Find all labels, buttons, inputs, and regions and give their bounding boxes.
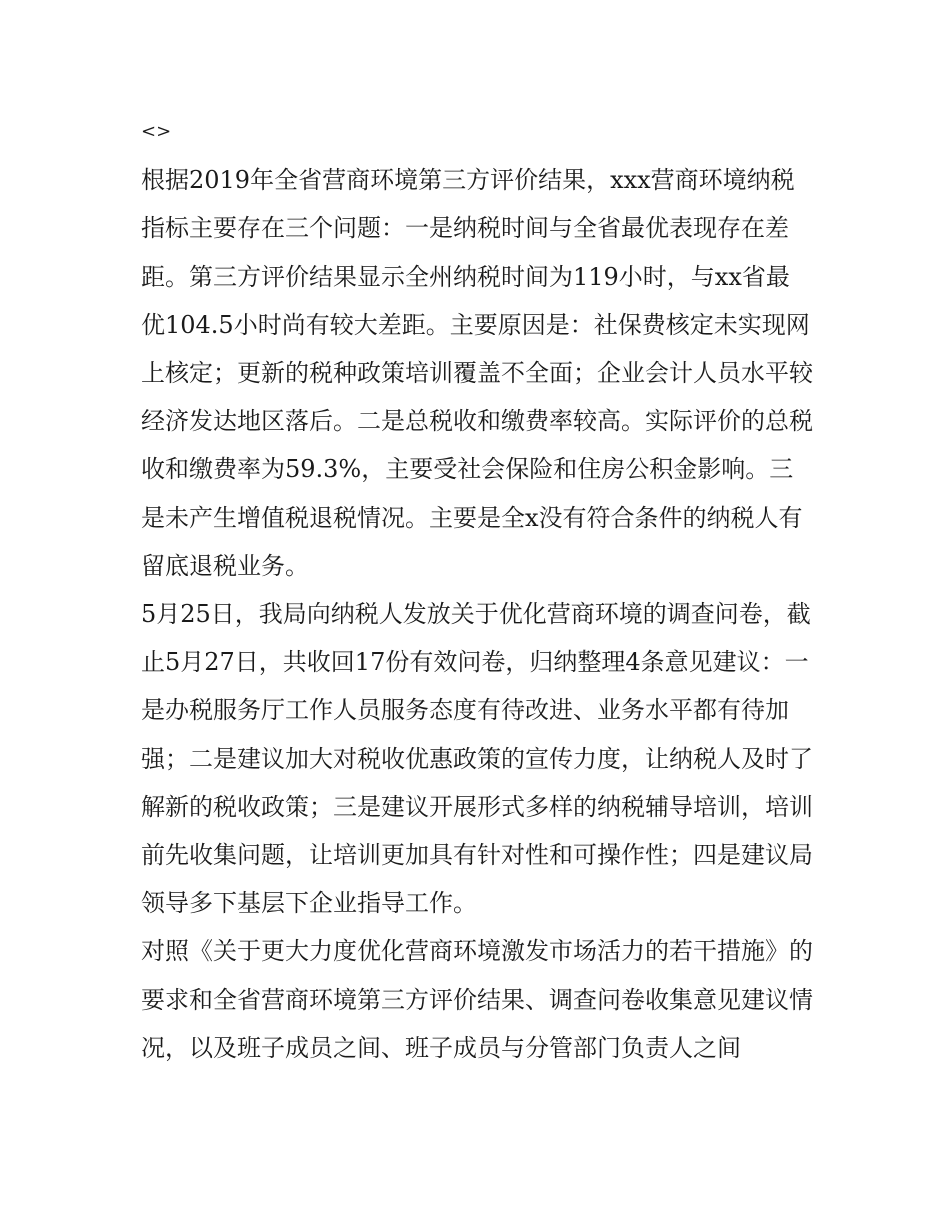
paragraph-measures: 对照《关于更大力度优化营商环境激发市场活力的若干措施》的要求和全省营商环境第三方评价结果、调查问卷收集意见建议情况，以及班子成员之间、班子成员与分管部门负责人之间 bbox=[141, 937, 813, 1062]
section-marker: <> bbox=[141, 121, 172, 142]
paragraph-tax-evaluation: 根据2019年全省营商环境第三方评价结果，xxx营商环境纳税指标主要存在三个问题：一是纳税时间与全省最优表现存在差距。第三方评价结果显示全州纳税时间为119小时，与xx省最优104.5小时尚有较大差距。主要原因是：社保费核定未实现网上核定；更新的税种政策培训覆盖不全面；企业会计人员水平较经济发达地区落后。二是总税收和缴费率较高。实际评价的总税收和缴费率为59.3%，主要受社会保险和住房公积金影响。三是未产生增值税退税情况。主要是全x没有符合条件的纳税人有留底退税业务。 bbox=[141, 166, 813, 580]
paragraph-survey: 5月25日，我局向纳税人发放关于优化营商环境的调查问卷，截止5月27日，共收回17份有效问卷，归纳整理4条意见建议：一是办税服务厅工作人员服务态度有待改进、业务水平都有待加强；二是建议加大对税收优惠政策的宣传力度，让纳税人及时了解新的税收政策；三是建议开展形式多样的纳税辅导培训，培训前先收集问题，让培训更加具有针对性和可操作性；四是建议局领导多下基层下企业指导工作。 bbox=[141, 600, 813, 918]
document-body bbox=[141, 108, 813, 1072]
